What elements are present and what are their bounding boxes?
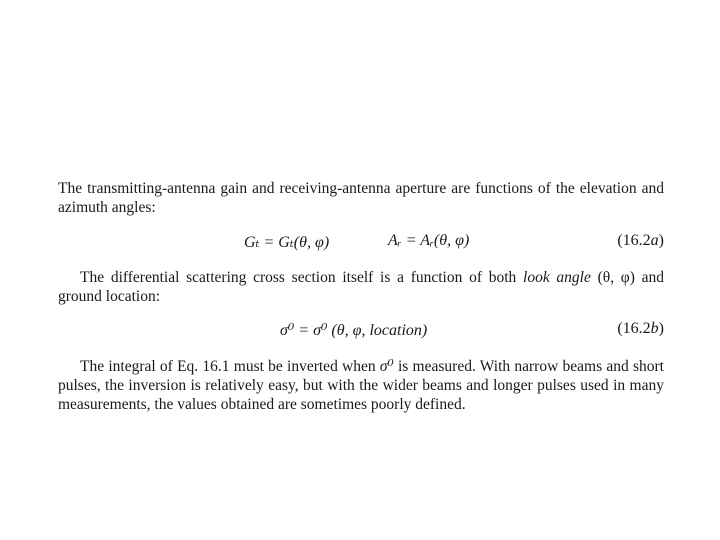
equation-number-16-2b: (16.2b): [617, 320, 664, 337]
equation-number-16-2a: (16.2a): [617, 232, 664, 249]
equation-sigma: σ⁰ = σ⁰ (θ, φ, location): [280, 322, 428, 339]
paragraph-integral-inversion: The integral of Eq. 16.1 must be inverted when σ⁰ is measured. With narrow beams and short pulses, the inversion is relatively easy, but with the wider beams and longer pulses used in many measurements, the values obtained are sometimes poorly defined.: [58, 358, 664, 413]
equation-16-2b: [58, 320, 664, 342]
paragraph-scattering-cross-section: The differential scattering cross section itself is a function of both look angle (θ, φ) and ground location:: [58, 269, 665, 305]
equation-aperture: Aᵣ = Aᵣ(θ, φ): [388, 232, 470, 249]
sigma-zero-symbol: σ⁰: [379, 358, 394, 375]
equation-gain: Gₜ = Gₜ(θ, φ): [244, 234, 330, 251]
paragraph-antenna-functions: The transmitting-antenna gain and receiving-antenna aperture are functions of the elevation and azimuth angles:: [58, 180, 664, 216]
equation-16-2a: [58, 232, 664, 254]
look-angle-term: look angle: [523, 269, 591, 286]
